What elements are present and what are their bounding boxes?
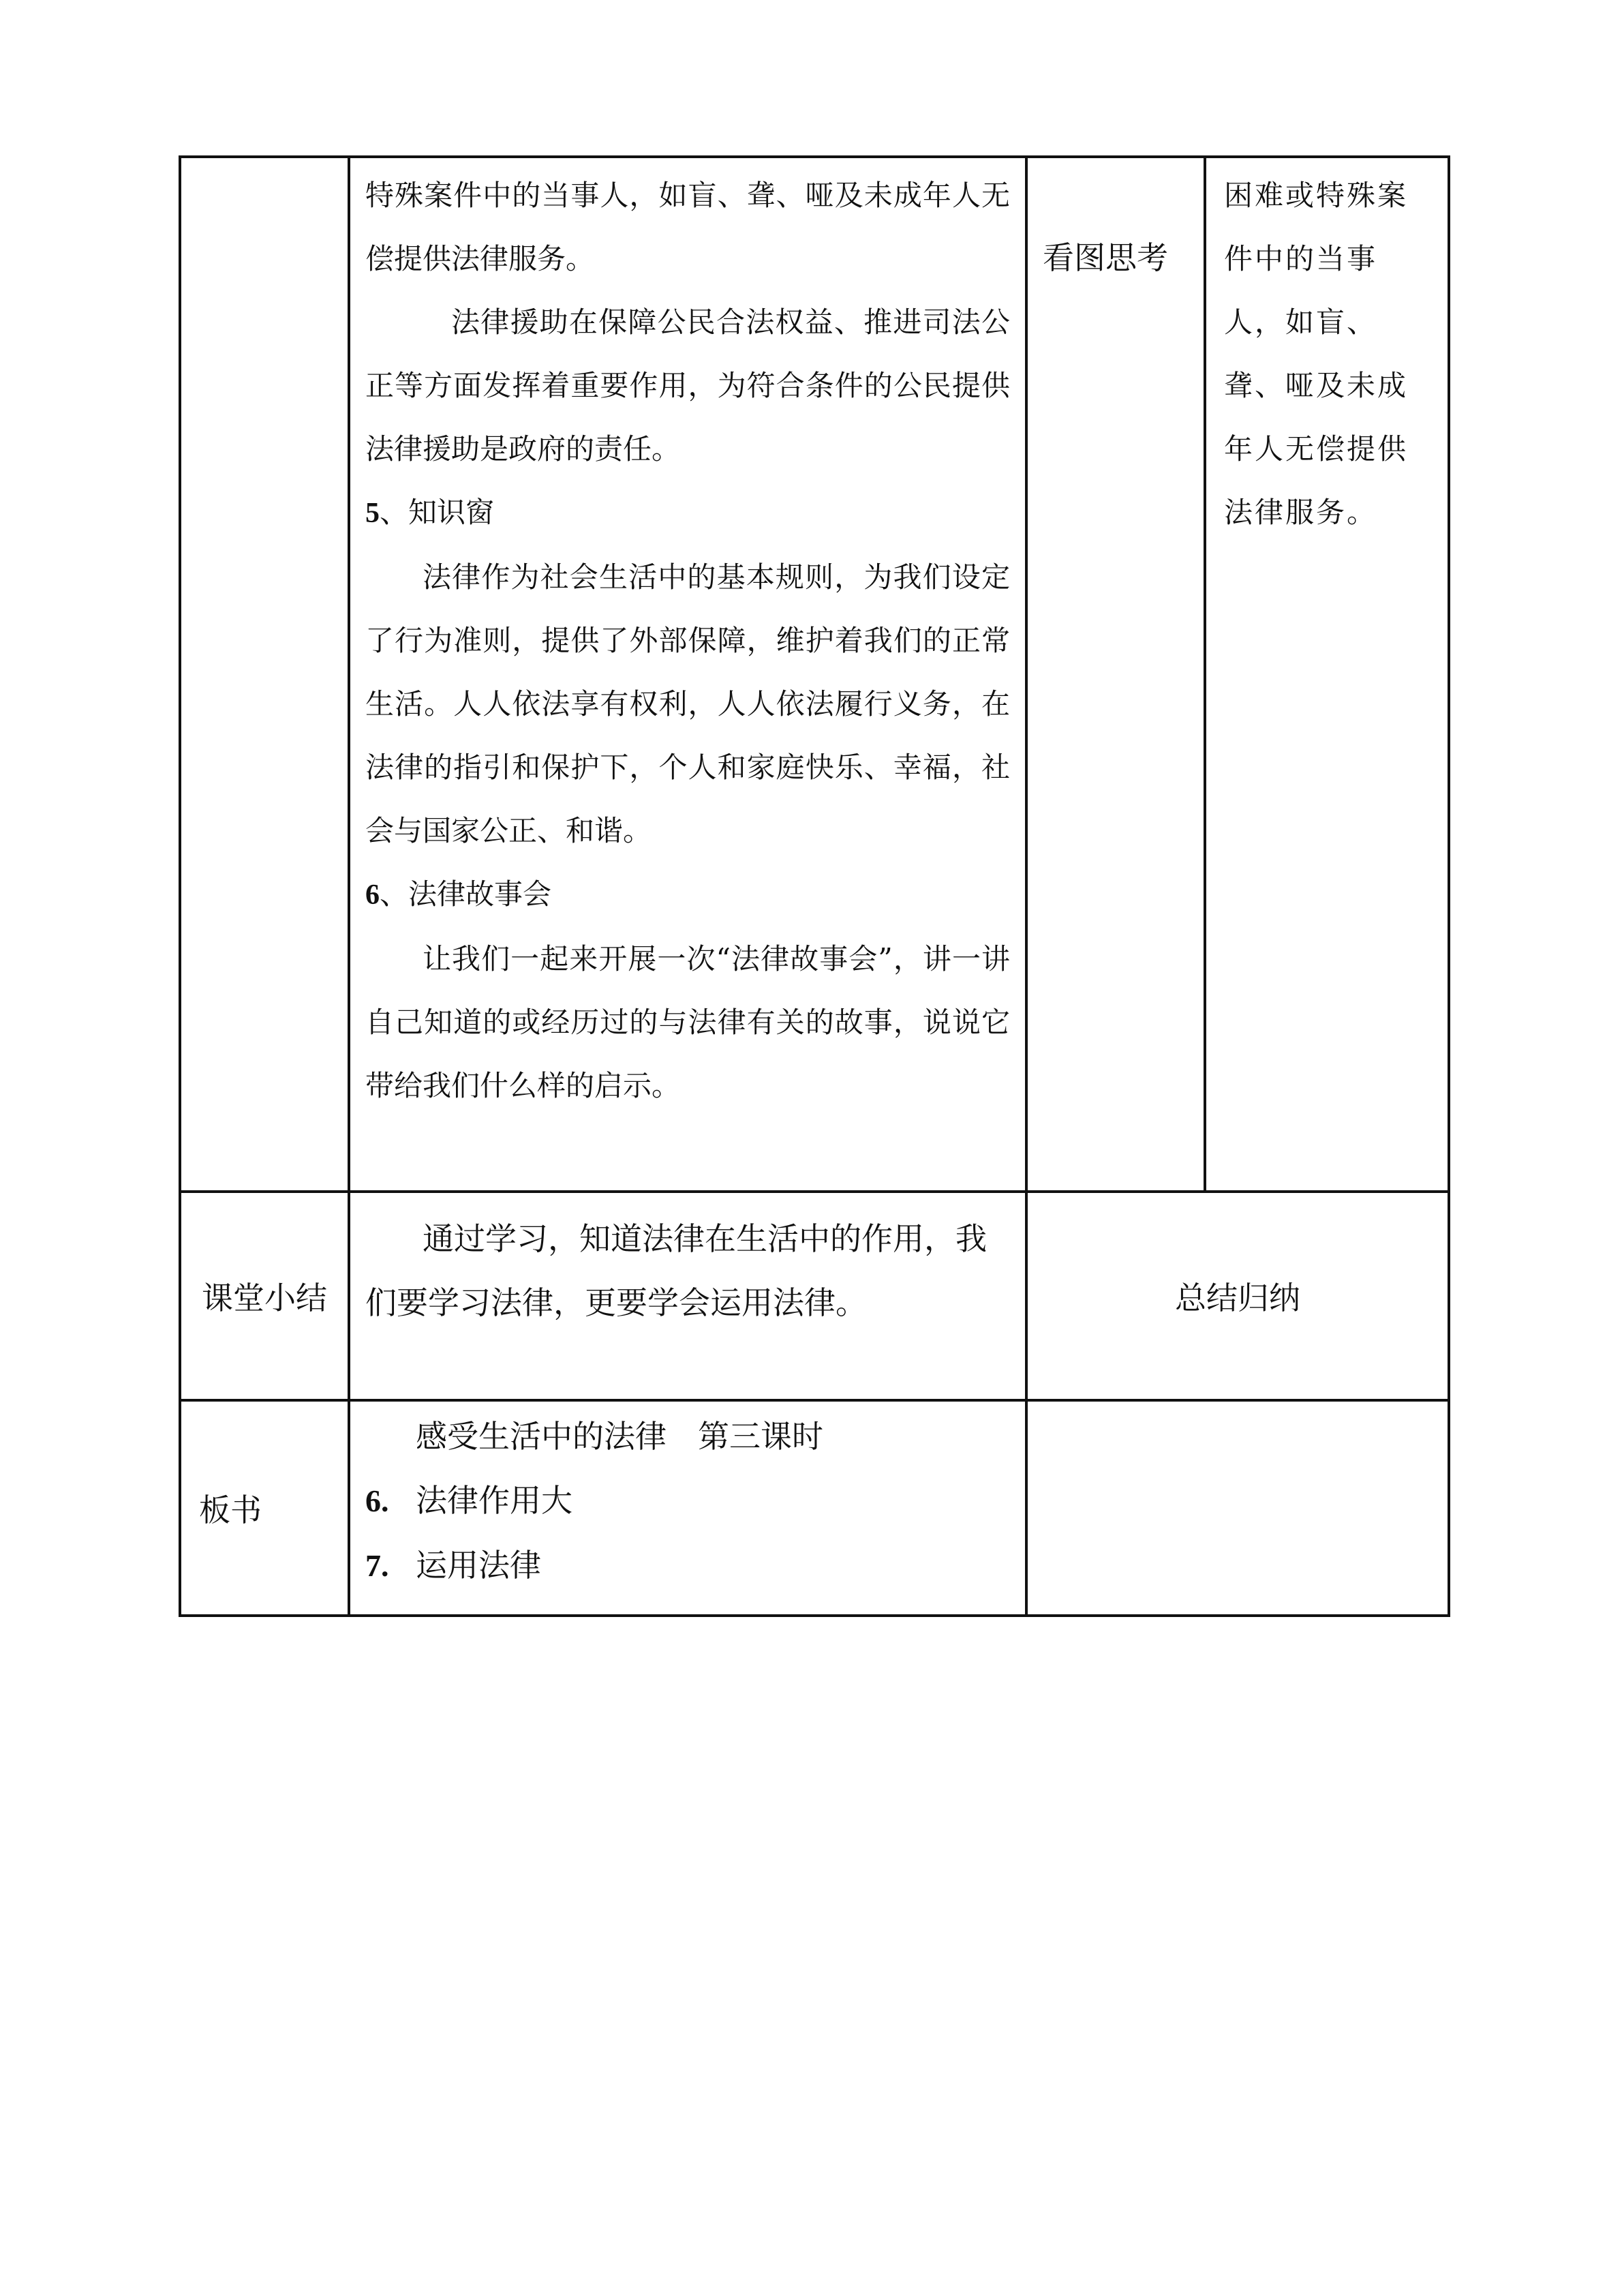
activity-cell: 看图思考 bbox=[1026, 157, 1205, 1192]
row-label-cell bbox=[180, 157, 349, 1192]
board-content-cell bbox=[349, 1400, 1026, 1616]
heading-law-story bbox=[365, 862, 1010, 927]
heading-text: 、知识窗 bbox=[380, 496, 495, 529]
board-item-text: 法律作用大 bbox=[416, 1482, 572, 1519]
content-cell bbox=[349, 157, 1026, 1192]
board-item-number: 6. bbox=[365, 1483, 389, 1518]
board-label: 板书 bbox=[180, 1400, 349, 1616]
heading-knowledge-window bbox=[365, 481, 1010, 545]
summary-action: 总结归纳 bbox=[1026, 1192, 1449, 1400]
paragraph-knowledge-window: 法律作为社会生活中的基本规则，为我们设定了行为准则，提供了外部保障，维护着我们的正常生活。人人依法享有权利，人人依法履行义务，在法律的指引和保护下，个人和家庭快乐、幸福，社会与国家公正、和谐。 bbox=[365, 560, 1010, 847]
summary-text: 通过学习，知道法律在生活中的作用，我们要学习法律，更要学会运用法律。 bbox=[365, 1220, 987, 1321]
heading-number: 5 bbox=[365, 498, 380, 529]
heading-text: 、法律故事会 bbox=[380, 877, 552, 911]
note-cell: 困难或特殊案件中的当事人，如盲、聋、哑及未成年人无偿提供法律服务。 bbox=[1205, 157, 1449, 1192]
paragraph-legal-aid-role: 法律援助在保障公民合法权益、推进司法公正等方面发挥着重要作用，为符合条件的公民提供法律援助是政府的责任。 bbox=[365, 305, 1010, 466]
heading-number: 6 bbox=[365, 879, 380, 911]
board-item bbox=[365, 1533, 1011, 1598]
summary-content-cell bbox=[349, 1192, 1026, 1400]
board-item-text: 运用法律 bbox=[416, 1547, 541, 1584]
table-row-board bbox=[180, 1400, 1449, 1616]
lesson-plan-table bbox=[179, 155, 1450, 1617]
board-empty-cell bbox=[1026, 1400, 1449, 1616]
board-title: 感受生活中的法律 第三课时 bbox=[416, 1418, 823, 1455]
board-item-number: 7. bbox=[365, 1548, 389, 1583]
table-row-process bbox=[180, 157, 1449, 1192]
summary-label: 课堂小结 bbox=[180, 1192, 349, 1400]
table-row-summary bbox=[180, 1192, 1449, 1400]
board-item bbox=[365, 1468, 1011, 1533]
paragraph-legal-aid-targets: 特殊案件中的当事人，如盲、聋、哑及未成年人无偿提供法律服务。 bbox=[365, 179, 1010, 275]
paragraph-law-story: 让我们一起来开展一次“法律故事会”，讲一讲自己知道的或经历过的与法律有关的故事，说说它带给我们什么样的启示。 bbox=[365, 942, 1010, 1102]
